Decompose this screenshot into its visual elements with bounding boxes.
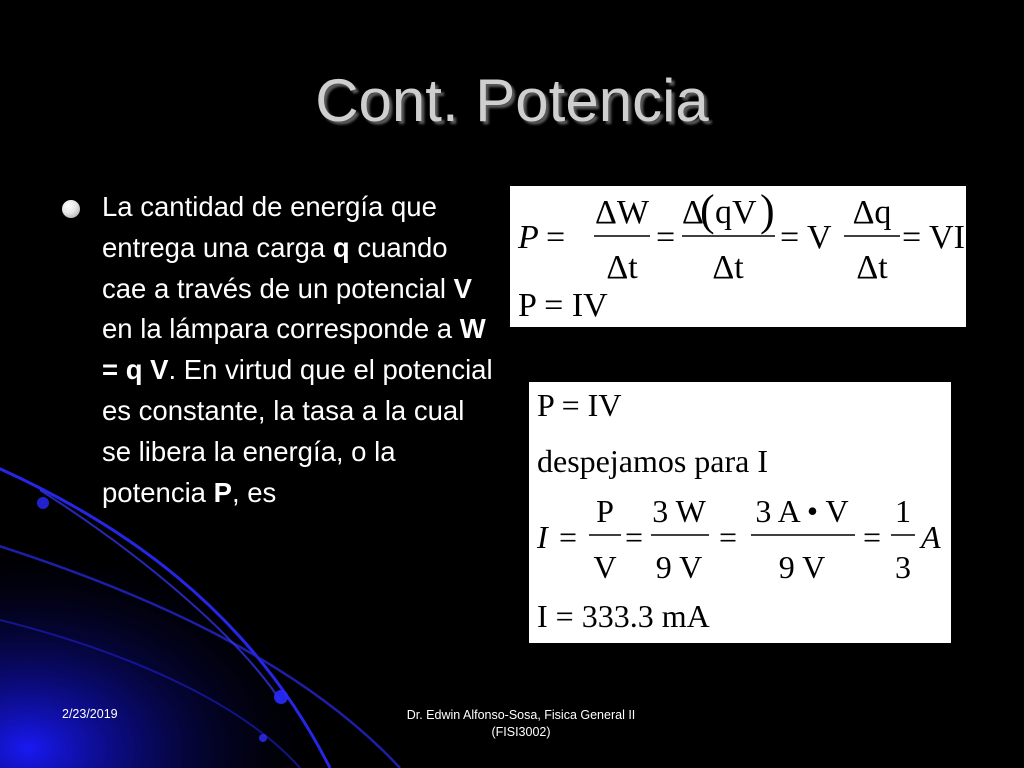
equation-box-power-derivation — [510, 186, 966, 327]
eq1-frac2-body: qV — [715, 194, 757, 231]
eq2-equals-3: = — [719, 519, 738, 555]
eq1-frac2-delta: Δ — [682, 194, 704, 231]
decor-dot-3 — [259, 734, 267, 742]
eq1-mid: = V — [780, 219, 832, 256]
equation-box-current-solve — [529, 382, 951, 643]
eq2-lhs: I — [537, 519, 548, 555]
footer-author: Dr. Edwin Alfonso-Sosa, Fisica General II (FISI3002) — [406, 708, 636, 739]
eq1-frac3-num: Δq — [852, 194, 892, 231]
eq1-frac2-close: ) — [760, 186, 775, 235]
body-v: V — [453, 272, 472, 304]
eq1-frac1-num: ΔW — [595, 194, 649, 231]
eq2-frac4-den: 3 — [895, 549, 911, 585]
slide-title: Cont. Potencia — [315, 67, 709, 134]
eq2-frac2-den: 9 V — [655, 549, 703, 585]
body-paragraph — [102, 187, 497, 513]
decor-dot-1 — [37, 497, 49, 509]
body-text-3: en la lámpara corresponde a — [102, 313, 460, 345]
eq2-equals-2: = — [625, 519, 644, 555]
bullet-icon — [62, 200, 80, 218]
eq1-equals-2: = — [656, 219, 676, 256]
body-q: q — [332, 231, 350, 263]
eq1-frac2-den: Δt — [712, 249, 744, 286]
eq2-equals-4: = — [863, 519, 882, 555]
footer-date: 2/23/2019 — [62, 707, 118, 721]
eq2-line2: despejamos para I — [537, 443, 769, 479]
eq1-frac2-open: ( — [700, 186, 715, 235]
body-p: P — [213, 476, 232, 508]
body-equation: W = q V — [102, 313, 486, 386]
eq2-frac3-num: 3 A • V — [755, 493, 849, 529]
eq1-rhs: = VI — [902, 219, 965, 256]
eq2-unit: A — [921, 519, 941, 555]
eq2-frac1-num: P — [596, 493, 614, 529]
eq2-line4: I = 333.3 mA — [537, 598, 710, 634]
body-text-2: cuando cae a través de un potencial — [102, 231, 454, 304]
eq1-line2: P = IV — [518, 287, 608, 324]
eq1-equals: = — [546, 219, 566, 256]
eq2-frac2-num: 3 W — [652, 493, 706, 529]
eq1-frac3-den: Δt — [856, 249, 888, 286]
eq2-frac4-num: 1 — [895, 493, 911, 529]
eq1-frac1-den: Δt — [606, 249, 638, 286]
body-text-1: La cantidad de energía que entrega una carga — [102, 191, 437, 263]
body-text-4: . En virtud que el potencial es constante, la tasa a la cual se libera la energía, o la potencia — [102, 354, 493, 508]
eq2-line1: P = IV — [537, 387, 622, 423]
eq2-equals-1: = — [559, 519, 578, 555]
eq2-frac1-den: V — [593, 549, 617, 585]
eq1-lhs: P — [518, 219, 539, 256]
decor-dot-2 — [274, 690, 288, 704]
eq2-frac3-den: 9 V — [778, 549, 826, 585]
body-text-5: , es — [231, 476, 277, 508]
